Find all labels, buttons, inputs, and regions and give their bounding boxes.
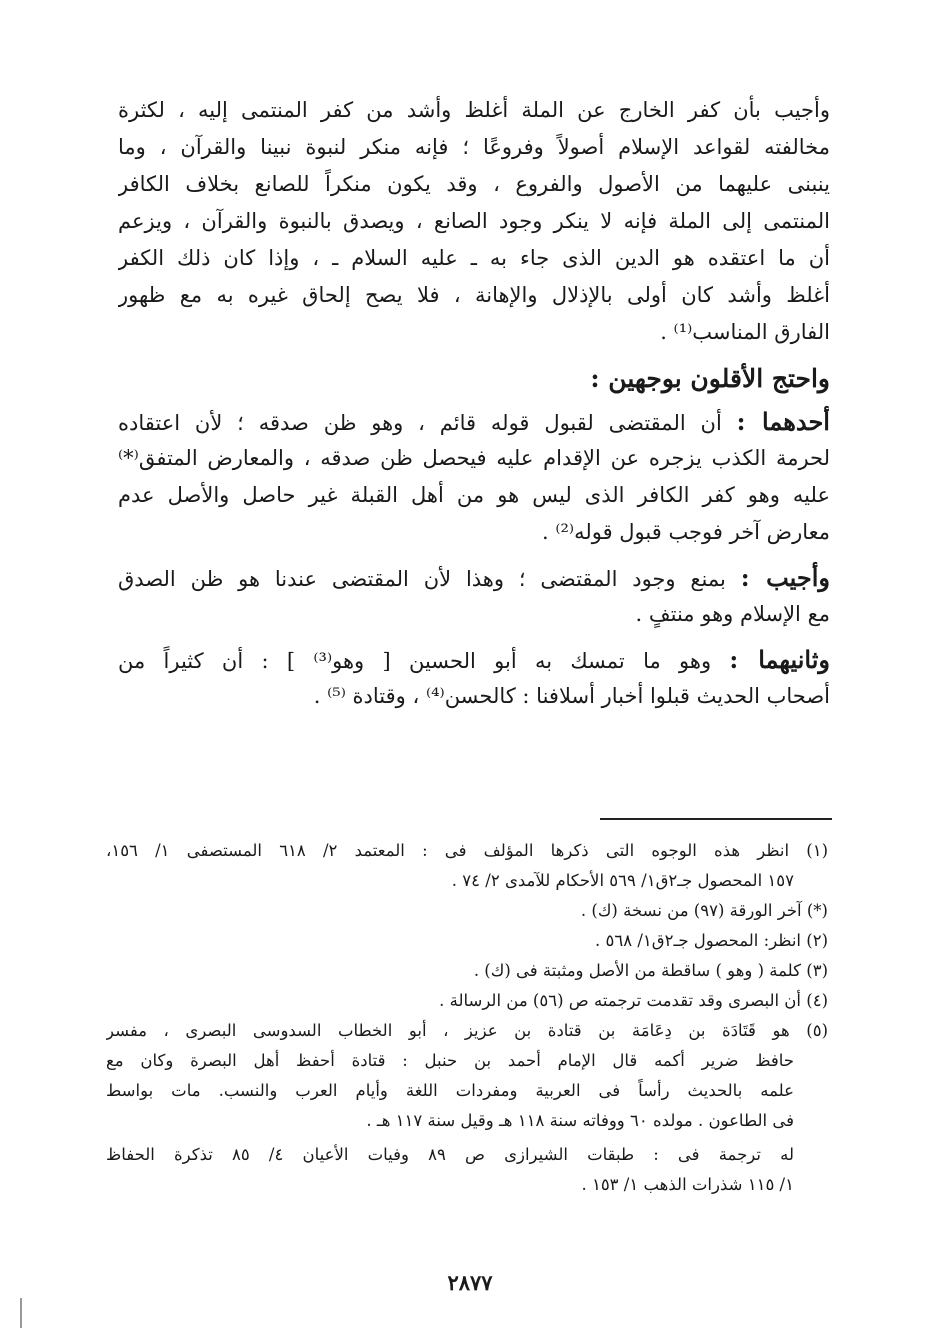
footnote-5-line: علمه بالحديث رأساً فى العربية ومفردات اللغة وأيام العرب والنسب. مات بواسط: [106, 1081, 794, 1100]
footnote-5-line: له ترجمة فى : طبقات الشيرازى ص ٨٩ وفيات الأعيان ٤/ ٨٥ تذكرة الحفاظ: [106, 1145, 794, 1164]
body-line: وأجيب بأن كفر الخارج عن الملة أغلظ وأشد من كفر المنتمى إليه ، لكثرة: [118, 98, 830, 122]
first-argument-lead: أحدهما :: [736, 407, 830, 436]
footnote-5-line: حافظ ضرير أكمه قال الإمام أحمد بن حنبل : قتادة أحفظ أهل البصرة وكان مع: [106, 1051, 794, 1070]
footnote-4: (٤) أن البصرى وقد تقدمت ترجمته ص (٥٦) من الرسالة .: [439, 991, 828, 1010]
footnote-star: (*) آخر الورقة (٩٧) من نسخة (ك) .: [580, 901, 828, 920]
body-line: [118, 641, 830, 678]
footnote-2: (٢) انظر: المحصول جـ٢ق١/ ٥٦٨ .: [595, 931, 828, 950]
second-argument-lead: وثانيهما :: [729, 645, 830, 674]
body-line: معارض آخر فوجب قبول قوله⁽²⁾ .: [541, 520, 830, 544]
body-line: أن ما اعتقده هو الدين الذى جاء به ـ عليه السلام ـ ، وإذا كان ذلك الكفر: [118, 246, 830, 270]
footnote-separator: [600, 818, 832, 820]
footnote-5-line: فى الطاعون . مولده ٦٠ ووفاته سنة ١١٨ هـ وقيل سنة ١١٧ هـ .: [366, 1111, 794, 1130]
footnote-3: (٣) كلمة ( وهو ) ساقطة من الأصل ومثبتة فى (ك) .: [473, 961, 828, 980]
body-line: مخالفته لقواعد الإسلام أصولاً وفروعًا ؛ فإنه منكر لنبوة نبينا والقرآن ، وما: [118, 135, 830, 159]
body-line: أصحاب الحديث قبلوا أخبار أسلافنا : كالحسن⁽⁴⁾ ، وقتادة ⁽⁵⁾ .: [313, 684, 830, 708]
body-line: المنتمى إلى الملة فإنه لا ينكر وجود الصانع ، ويصدق بالنبوة والقرآن ، ويزعم: [118, 209, 830, 233]
footnote-5-line: ١/ ١١٥ شذرات الذهب ١/ ١٥٣ .: [581, 1175, 794, 1194]
footnotes: [106, 836, 828, 1200]
body-line: [118, 403, 830, 440]
main-text: [118, 92, 830, 715]
second-argument-text: وهو ما تمسك به أبو الحسين [ وهو⁽³⁾ ] : أن كثيراً من: [118, 649, 730, 673]
body-line: ينبنى عليهما من الأصول والفروع ، وقد يكون منكراً للصانع بخلاف الكافر: [118, 172, 830, 196]
answer-text: بمنع وجود المقتضى ؛ وهذا لأن المقتضى عندنا هو ظن الصدق: [118, 567, 741, 591]
footnote-5-line: (٥) هو قَتَادَة بن دِعَامَة بن قتادة بن عزيز ، أبو الخطاب السدوسى البصرى ، مفسر: [106, 1021, 828, 1040]
body-line: الفارق المناسب⁽¹⁾ .: [660, 320, 830, 344]
body-line: أغلظ وأشد كان أولى بالإذلال والإهانة ، فلا يصح إلحاق غيره به مع ظهور: [118, 283, 830, 307]
section-heading: واحتج الأقلون بوجهين :: [590, 364, 830, 393]
first-argument-text: أن المقتضى لقبول قوله قائم ، وهو ظن صدقه ؛ لأن اعتقاده: [118, 411, 737, 435]
page-edge-mark: [20, 1298, 22, 1328]
paragraph-gap: [118, 551, 830, 559]
paragraph-gap: [118, 633, 830, 641]
footnote-1-line: ١٥٧ المحصول جـ٢ق١/ ٥٦٩ الأحكام للآمدى ٢/ ٧٤ .: [451, 871, 794, 890]
answer-lead: وأجيب :: [740, 563, 830, 592]
footnote-1-line: (١) انظر هذه الوجوه التى ذكرها المؤلف فى : المعتمد ٢/ ٦١٨ المستصفى ١/ ١٥٦،: [106, 841, 828, 860]
body-line: مع الإسلام وهو منتفٍ .: [635, 602, 830, 626]
body-line: لحرمة الكذب يزجره عن الإقدام عليه فيحصل ظن صدقه ، والمعارض المتفق⁽*⁾: [118, 446, 830, 470]
body-line: عليه وهو كفر الكافر الذى ليس هو من أهل القبلة غير حاصل والأصل عدم: [118, 483, 830, 507]
body-line: [118, 559, 830, 596]
page-number: ٢٨٧٧: [447, 1270, 493, 1295]
